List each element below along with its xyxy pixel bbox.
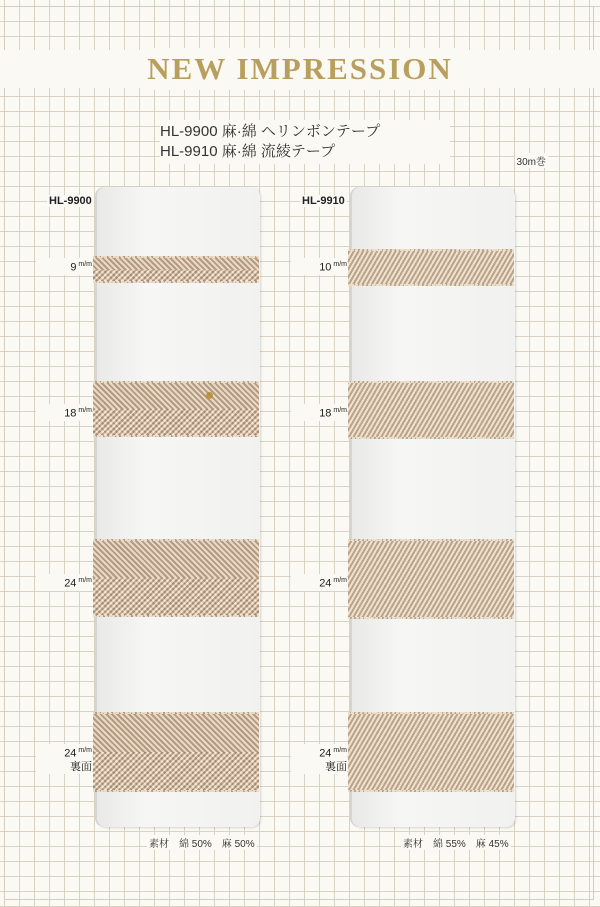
tape-sample-hl9900-9mm xyxy=(93,256,259,283)
tape-sample-hl9900-18mm xyxy=(93,381,259,437)
size-label: 9 $^{m/m}$ xyxy=(36,258,92,275)
material-composition-hl9910: 素材 綿 55% 麻 45% xyxy=(401,835,511,850)
tape-sample-hl9900-24mm-back xyxy=(93,712,259,792)
tape-sample-hl9900-24mm xyxy=(93,539,259,617)
swatch-card-hl9910 xyxy=(352,187,515,827)
product-code-hl9900: HL-9900 xyxy=(49,195,92,207)
back-side-note: 裏面 xyxy=(325,760,347,773)
title-line-hl9910: HL-9910 麻·綿 流綾テープ xyxy=(160,143,336,160)
size-label: 18 $^{m/m}$ xyxy=(36,404,92,421)
tape-sample-hl9910-24mm xyxy=(348,539,514,619)
size-label: 24 $^{m/m}$ xyxy=(291,574,347,591)
product-code-hl9910: HL-9910 xyxy=(302,195,345,207)
size-label: 24 $^{m/m}$ xyxy=(36,574,92,591)
stain-mark xyxy=(206,392,213,399)
reel-length: 30m巻 xyxy=(515,153,548,168)
size-label: 10 $^{m/m}$ xyxy=(291,258,347,275)
swatch-card-hl9900 xyxy=(97,187,260,827)
brand-logo: NEW IMPRESSION xyxy=(0,50,600,88)
tape-sample-hl9910-24mm-back xyxy=(348,712,514,792)
size-label: 24 $^{m/m}$ 裏面 xyxy=(36,744,92,774)
title-line-hl9900: HL-9900 麻·綿 ヘリンボンテープ xyxy=(160,123,381,140)
size-label: 24 $^{m/m}$ 裏面 xyxy=(291,744,347,774)
title-block xyxy=(160,120,450,164)
back-side-note: 裏面 xyxy=(70,760,92,773)
tape-sample-hl9910-10mm xyxy=(348,249,514,286)
tape-sample-hl9910-18mm xyxy=(348,381,514,439)
size-label: 18 $^{m/m}$ xyxy=(291,404,347,421)
material-composition-hl9900: 素材 綿 50% 麻 50% xyxy=(147,835,257,850)
